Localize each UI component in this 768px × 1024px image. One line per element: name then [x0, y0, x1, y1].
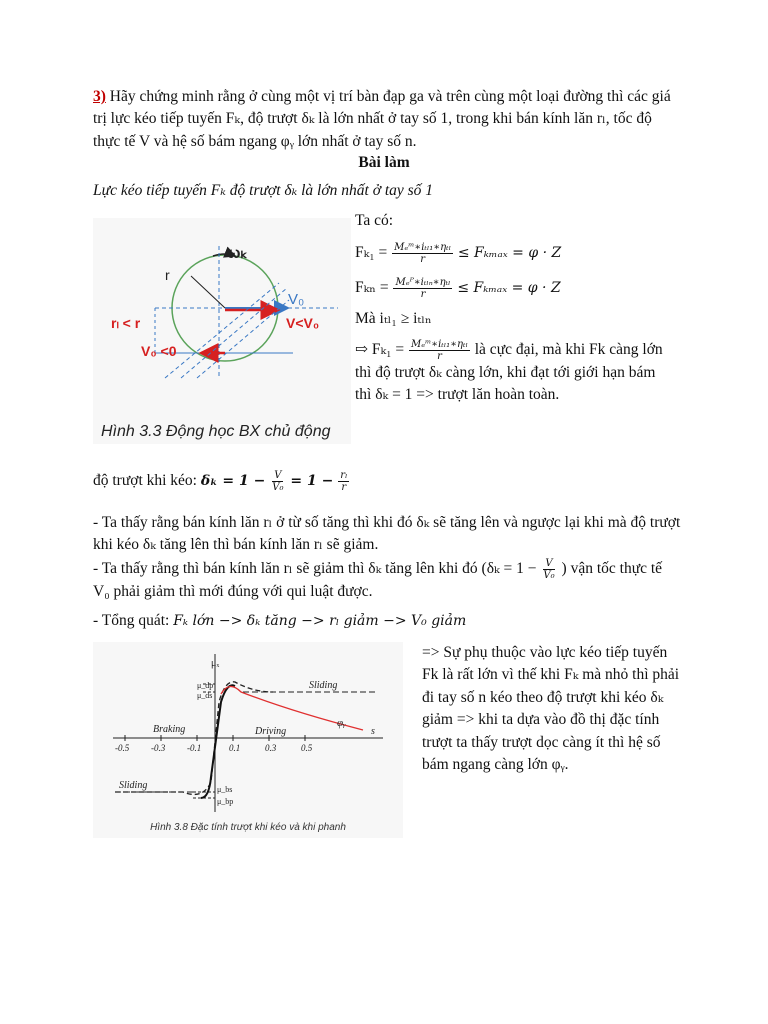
section-subheading: Lực kéo tiếp tuyến Fₖ độ trượt δₖ là lớn nhất ở tay số 1 [93, 182, 434, 199]
problem-number: 3) [93, 88, 106, 105]
paragraph-2: - Ta thấy rằng thì bán kính lăn rₗ sẽ giảm thì δₖ tăng lên khi đó (δₖ = 1 − $\frac{V}{\text{V₀}}$ ) vận tốc thực tế V₀ phải giảm thì mới đúng với qui luật được. [93, 558, 663, 600]
wheel-kinematics-figure [93, 218, 351, 444]
derivation-block [355, 210, 675, 407]
general-statement: - Tổng quát: Fₖ lớn −> δₖ tăng −> rₗ giảm −> V₀ giảm [93, 612, 467, 629]
conclusion-paragraph: => Sự phụ thuộc vào lực kéo tiếp tuyến Fk là rất lớn vì thế khi Fₖ mà nhỏ thì phải đi tay số n kéo theo độ trượt khi kéo δₖ giảm => khi ta dựa vào đồ thị đặc tính trượt ta thấy trượt dọc càng ít thì hệ số bám ngang càng lớn φᵧ. [422, 644, 680, 774]
fkn-equation: Fₖₙ = $\frac{\text{Mₑᴾ∗iₜₗₙ∗ηₜₗ}}{r}$ ≤ Fₖₘₐₓ = φ · Z [355, 277, 561, 301]
radius-label: r [165, 267, 170, 283]
slip-chart [93, 642, 403, 838]
ratio-comparison: Mà iₜₗ₁ ≥ iₜₗₙ [355, 310, 432, 328]
figure2-caption: Hình 3.8 Đặc tính trượt khi kéo và khi phanh [150, 822, 346, 833]
sliding-left-label: Sliding [119, 780, 148, 791]
mu-bp-label: μ_bp [217, 797, 234, 806]
tick-label: -0.3 [151, 743, 166, 753]
tick-label: 0.3 [265, 743, 277, 753]
tick-label: 0.1 [229, 743, 241, 753]
paragraph-1: - Ta thấy rằng bán kính lăn rₗ ở từ số tăng thì khi đó δₖ sẽ tăng lên và ngược lại khi mà độ trượt khi kéo δₖ tăng lên thì bán kính lăn rₗ sẽ giảm. [93, 514, 681, 554]
mu-ds-label: μ_ds [197, 691, 213, 700]
problem-statement [93, 86, 683, 153]
conclusion-line-1: ⇨ Fₖ₁ = $\frac{\text{Mₑᵐ∗iₜₗ₁∗ηₜₗ}}{r}$ là cực đại, mà khi Fk càng lớn [355, 338, 663, 362]
s-axis-label: s [371, 726, 375, 737]
sliding-right-label: Sliding [309, 680, 338, 691]
fkn-fraction: $\frac{\text{Mₑᴾ∗iₜₗₙ∗ηₜₗ}}{r}$ [395, 277, 451, 301]
tick-label: -0.5 [115, 743, 130, 753]
fk1-fraction: $\frac{\text{Mₑᵐ∗iₜₗ₁∗ηₜₗ}}{r}$ [394, 242, 451, 266]
mu-x-label: μₓ [211, 658, 220, 669]
braking-label: Braking [153, 724, 186, 735]
mu-dp-label: μ_dp [197, 681, 214, 690]
figure1-caption: Hình 3.3 Động học BX chủ động [101, 423, 331, 440]
v0-label: V₀ [288, 291, 305, 308]
solution-heading: Bài làm [358, 154, 410, 171]
rl-lt-r-label: rₗ < r [111, 315, 141, 331]
slip-equation: độ trượt khi kéo: δₖ = 1 − $\frac{V}{\text{V₀}}$ = 1 − $\frac{\text{rₗ}}{r}$ [93, 470, 348, 493]
problem-text: Hãy chứng minh rằng ở cùng một vị trí bàn đạp ga và trên cùng một loại đường thì các giá trị lực kéo tiếp tuyến Fₖ, độ trượt δₖ là lớn nhất ở tay số 1, trong khi bán kính lăn rₗ, tốc độ thực tế V và hệ số bám ngang φᵧ lớn nhất ở tay số n. [93, 88, 671, 150]
ta-co-line: Ta có: [355, 212, 394, 229]
omega-label: ωₖ [227, 245, 248, 262]
phi-y-label: φᵧ [337, 717, 346, 729]
tick-label: -0.1 [187, 743, 202, 753]
vo-negative-label: V₀ <0 [141, 343, 177, 359]
fk1-fraction-2: $\frac{\text{Mₑᵐ∗iₜₗ₁∗ηₜₗ}}{r}$ [411, 338, 468, 362]
tick-label: 0.5 [301, 743, 313, 753]
v-lt-v0-label: V<V₀ [286, 315, 320, 331]
fk1-equation: Fₖ₁ = $\frac{\text{Mₑᵐ∗iₜₗ₁∗ηₜₗ}}{r}$ ≤ Fₖₘₐₓ = φ · Z [355, 242, 562, 266]
conclusion-line-2: thì độ trượt δₖ càng lớn, khi đạt tới giới hạn bám [355, 363, 656, 381]
conclusion-line-3: thì δₖ = 1 => trượt lăn hoàn toàn. [355, 386, 560, 404]
slip-characteristic-figure [93, 642, 403, 838]
wheel-diagram [93, 218, 351, 444]
driving-label: Driving [255, 726, 287, 737]
mu-bs-label: μ_bs [217, 785, 233, 794]
